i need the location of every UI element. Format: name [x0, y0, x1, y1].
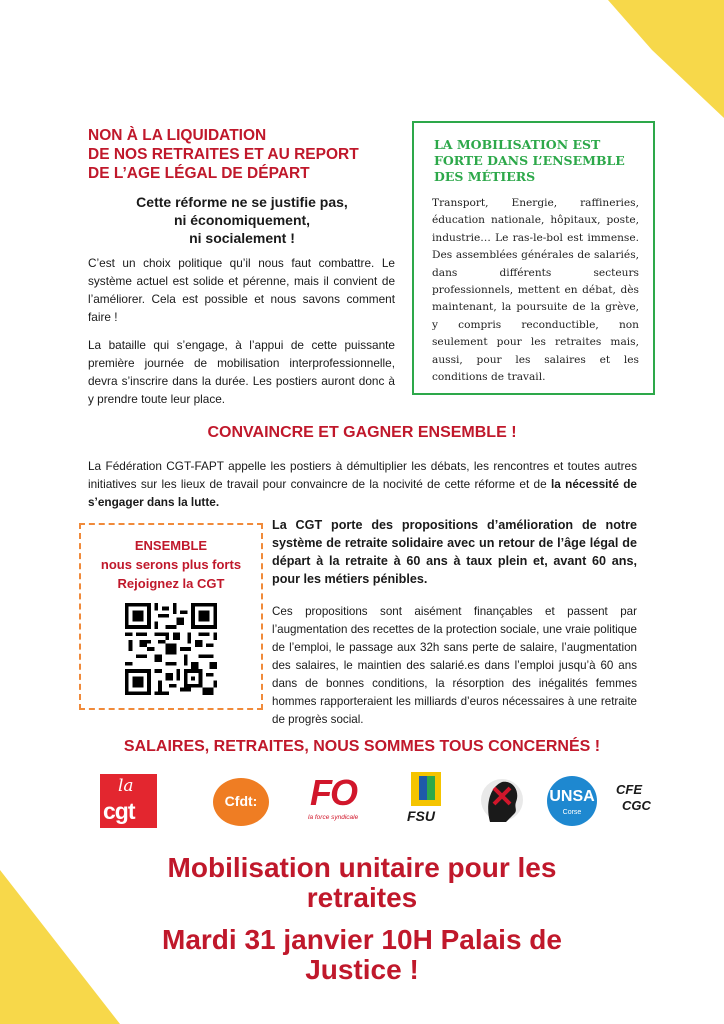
join-cgt-box [79, 523, 263, 710]
intro-paragraph-1: C’est un choix politique qu’il nous faut combattre. Le système actuel est solide et pérenne, mais il convient de l’améliorer. Cela est possible et nous savons comment faire ! [88, 256, 395, 324]
mobilisation-box [412, 121, 655, 395]
convaincre-text: La Fédération CGT-FAPT appelle les postiers à démultiplier les débats, les rencontres et toutes autres initiatives sur les lieux de travail pour convaincre de la nocivité de cette réforme et de [88, 459, 637, 491]
mobilisation-box-body: Transport, Energie, raffineries, éducation nationale, hôpitaux, poste, industrie… Le ras-le-bol est immense. Des assemblées générales de salariés, dans différents secteurs professionnels, mettent en débat, dès maintenant, la poursuite de la grève, y compris reconductible, non seulement pour les retraites mais, aussi, pour les salaires et les conditions de travail. [432, 197, 639, 384]
date-headline [0, 925, 724, 985]
cfdt-logo [213, 778, 269, 826]
qr-code[interactable] [125, 603, 217, 695]
date-line-2: Justice ! [305, 954, 419, 985]
cgt-logo [100, 774, 157, 828]
join-line-rejoignez: Rejoignez la CGT [117, 576, 225, 591]
fsu-logo-text: FSU [407, 808, 435, 824]
subheading [92, 193, 392, 247]
mobilisation-line-2: retraites [306, 882, 418, 913]
convaincre-title: CONVAINCRE ET GAGNER ENSEMBLE ! [207, 424, 517, 441]
subheading-line-3: ni socialement ! [189, 230, 295, 246]
unsa-logo-sub: Corse [562, 809, 582, 816]
box-title-line-3: DES MÉTIERS [434, 169, 536, 184]
subheading-line-2: ni économiquement, [173, 212, 311, 228]
date-line-1: Mardi 31 janvier 10H Palais de [162, 924, 562, 955]
fo-logo-text: FO [310, 772, 356, 813]
subheading-line-1: Cette réforme ne se justifie pas, [136, 194, 348, 210]
propositions-body: Ces propositions sont aisément finançables et passent par l’augmentation des recettes de la protection sociale, une vraie politique de l’emploi, le passage aux 32h sans perte de salaire, l’augmentation des salaires, le maintien des salarié.es dans l’emploi jusqu’à 60 ans dans de bonnes conditions, la résorption des inégalités femmes hommes rapporteraient les milliards d’euros nécessaires à une retraite de progrès social. [272, 605, 637, 726]
propositions-bold: La CGT porte des propositions d’amélioration de notre système de retraite solidaire avec un retour de l’âge légal de départ à la retraite à 60 ans à taux plein et, avant 60 ans, pour les métiers pénibles. [272, 518, 637, 586]
cfdt-logo-text: Cfdt: [224, 793, 258, 809]
mobilisation-line-1: Mobilisation unitaire pour les [167, 852, 557, 883]
mobilisation-box-title [434, 137, 625, 185]
heading-line-3: DE L’AGE LÉGAL DE DÉPART [88, 165, 310, 182]
fsu-logo [407, 772, 447, 828]
unsa-logo [547, 776, 597, 826]
cgt-logo-script: la [118, 776, 134, 796]
profile-head-logo [480, 774, 524, 826]
heading-line-2: DE NOS RETRAITES ET AU REPORT [88, 146, 359, 163]
convaincre-text-bold: la nécessité de s’engager dans la lutte. [88, 477, 637, 509]
join-line-forts: nous serons plus forts [100, 557, 242, 572]
yellow-corner-top-right [560, 0, 724, 125]
cfe-cgc-logo [612, 780, 660, 826]
intro-paragraph-2: La bataille qui s’engage, à l’appui de cette puissante première journée de mobilisation interprofessionnelle, devra s’inscrire dans la durée. Les postiers auront donc à y prendre toute leur place. [88, 338, 395, 406]
main-heading [88, 126, 408, 183]
box-title-line-2: FORTE DANS L’ENSEMBLE [434, 153, 625, 168]
fo-logo [306, 772, 362, 828]
cfe-logo-text: CFE [616, 782, 642, 797]
cgt-logo-text: cgt [103, 798, 135, 824]
mobilisation-headline [0, 853, 724, 913]
union-logos [0, 770, 724, 832]
unsa-logo-text: UNSA [549, 788, 595, 805]
cgc-logo-text: CGC [622, 798, 651, 813]
convaincre-paragraph [88, 457, 637, 511]
fo-logo-sub: la force syndicale [308, 814, 359, 821]
salaires-title: SALAIRES, RETRAITES, NOUS SOMMES TOUS CONCERNÉS ! [123, 738, 601, 755]
heading-line-1: NON À LA LIQUIDATION [88, 127, 267, 144]
box-title-line-1: LA MOBILISATION EST [434, 137, 601, 152]
join-line-ensemble: ENSEMBLE [134, 538, 208, 553]
